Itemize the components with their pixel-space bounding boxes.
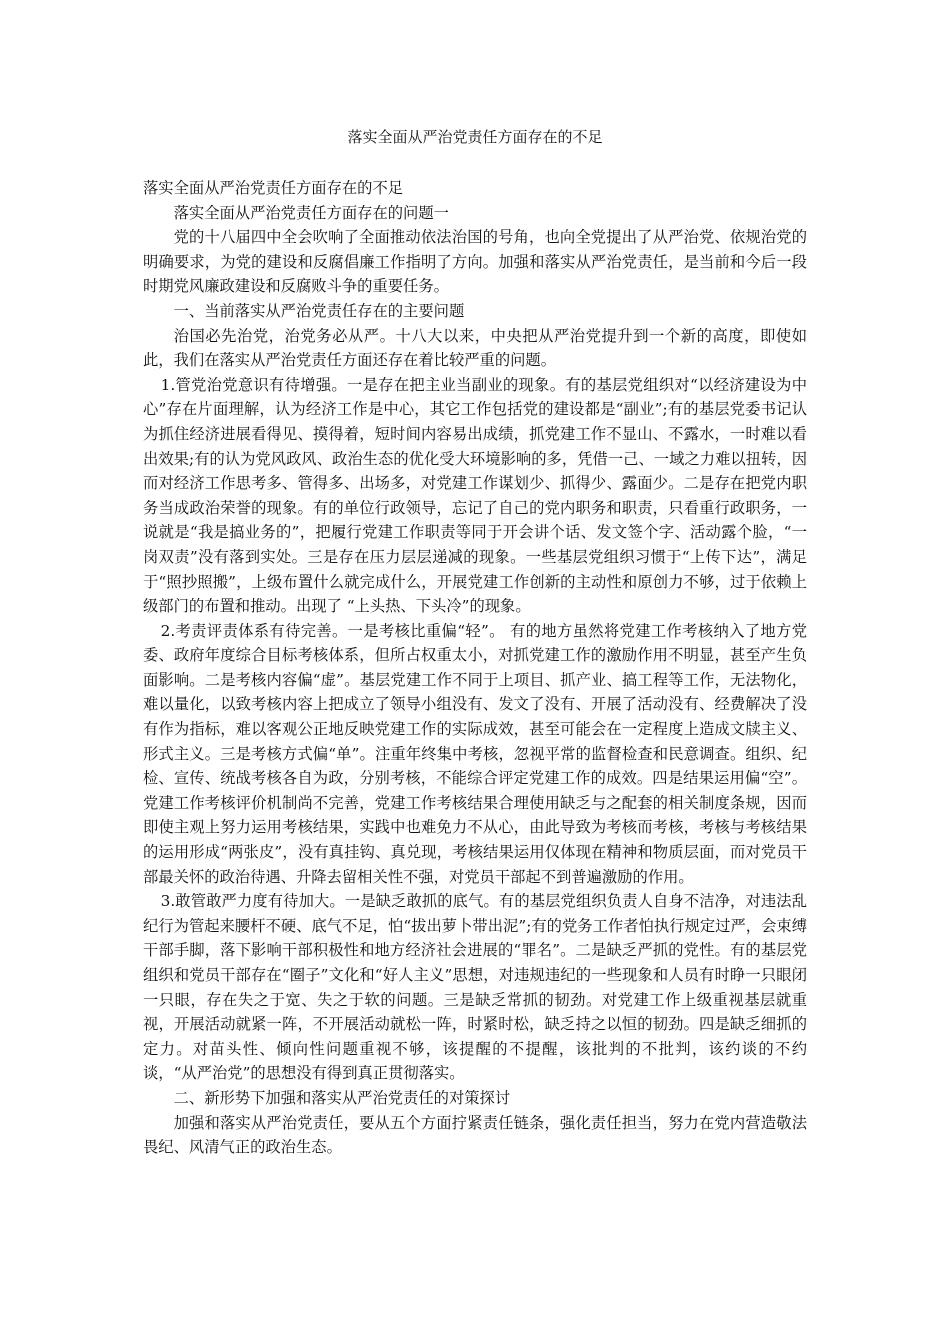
- paragraph-point-2: 2.考责评责体系有待完善。一是考核比重偏“轻”。 有的地方虽然将党建工作考核纳入了地方党委、政府年度综合目标考核体系，但所占权重太小，对抓党建工作的激励作用不明显，甚至产生负面影响。二是考核内容偏“虚”。基层党建工作不同于上项目、抓产业、搞工程等工作，无法物化，难以量化，以致考核内容上把成立了领导小组没有、发文了没有、开展了活动没有、经费解决了没有作为指标，难以客观公正地反映党建工作的实际成效，甚至可能会在一定程度上造成文牍主义、形式主义。三是考核方式偏“单”。注重年终集中考核，忽视平常的监督检查和民意调查。组织、纪检、宣传、统战考核各自为政，分别考核，不能综合评定党建工作的成效。四是结果运用偏“空”。党建工作考核评价机制尚不完善，党建工作考核结果合理使用缺乏与之配套的相关制度条规，因而即使主观上努力运用考核结果，实践中也难免力不从心，由此导致为考核而考核，考核与考核结果的运用形成“两张皮”，没有真挂钩、真兑现，考核结果运用仅体现在精神和物质层面，而对党员干部最关怀的政治待遇、升降去留相关性不强，对党员干部起不到普遍激励的作用。: [143, 621, 807, 886]
- paragraph-subheading: 落实全面从严治党责任方面存在的问题一: [173, 203, 449, 222]
- section-heading-1: 一、当前落实从严治党责任存在的主要问题: [173, 301, 465, 320]
- paragraph-heading: 落实全面从严治党责任方面存在的不足: [143, 179, 404, 197]
- paragraph-section-1-intro: 治国必先治党，治党务必从严。十八大以来，中央把从严治党提升到一个新的高度，即使如此，我们在落实从严治党责任方面还存在着比较严重的问题。: [143, 326, 807, 370]
- section-heading-2: 二、新形势下加强和落实从严治党责任的对策探讨: [173, 1088, 511, 1107]
- paragraph-section-2-intro: 加强和落实从严治党责任，要从五个方面拧紧责任链条，强化责任担当，努力在党内营造敬法畏纪、风清气正的政治生态。: [143, 1113, 807, 1157]
- document-title: 落实全面从严治党责任方面存在的不足: [347, 128, 603, 146]
- document-body: [143, 176, 807, 1160]
- paragraph-point-1: 1.管党治党意识有待增强。一是存在把主业当副业的现象。有的基层党组织对“以经济建设为中心”存在片面理解，认为经济工作是中心，其它工作包括党的建设都是“副业”;有的基层党委书记认为抓住经济进展看得见、摸得着，短时间内容易出成绩，抓党建工作不显山、不露水，一时难以看出效果;有的认为党风政风、政治生态的优化受大环境影响的多，凭借一己、一域之力难以扭转，因而对经济工作思考多、管得多、出场多，对党建工作谋划少、抓得少、露面少。二是存在把党内职务当成政治荣誉的现象。有的单位行政领导，忘记了自己的党内职务和职责，只看重行政职务，一说就是“我是搞业务的”，把履行党建工作职责等同于开会讲个话、发文签个字、活动露个脸，“一岗双责”没有落到实处。三是存在压力层层递减的现象。一些基层党组织习惯于“上传下达”，满足于“照抄照搬”，上级布置什么就完成什么，开展党建工作创新的主动性和原创力不够，过于依赖上级部门的布置和推动。出现了 “上头热、下头冷”的现象。: [143, 375, 807, 616]
- paragraph-intro: 党的十八届四中全会吹响了全面推动依法治国的号角，也向全党提出了从严治党、依规治党的明确要求，为党的建设和反腐倡廉工作指明了方向。加强和落实从严治党责任，是当前和今后一段时期党风廉政建设和反腐败斗争的重要任务。: [143, 228, 807, 296]
- paragraph-point-3: 3.敢管敢严力度有待加大。一是缺乏敢抓的底气。有的基层党组织负责人自身不洁净，对违法乱纪行为管起来腰杆不硬、底气不足，怕“拔出萝卜带出泥”;有的党务工作者怕执行规定过严，会束缚干部手脚，落下影响干部积极性和地方经济社会进展的“罪名”。二是缺乏严抓的党性。有的基层党组织和党员干部存在“圈子”文化和“好人主义”思想，对违规违纪的一些现象和人员有时睁一只眼闭一只眼，存在失之于宽、失之于软的问题。三是缺乏常抓的韧劲。对党建工作上级重视基层就重视，开展活动就紧一阵，不开展活动就松一阵，时紧时松，缺乏持之以恒的韧劲。四是缺乏细抓的定力。对苗头性、倾向性问题重视不够，该提醒的不提醒，该批判的不批判，该约谈的不约谈，“从严治党”的思想没有得到真正贯彻落实。: [143, 892, 807, 1083]
